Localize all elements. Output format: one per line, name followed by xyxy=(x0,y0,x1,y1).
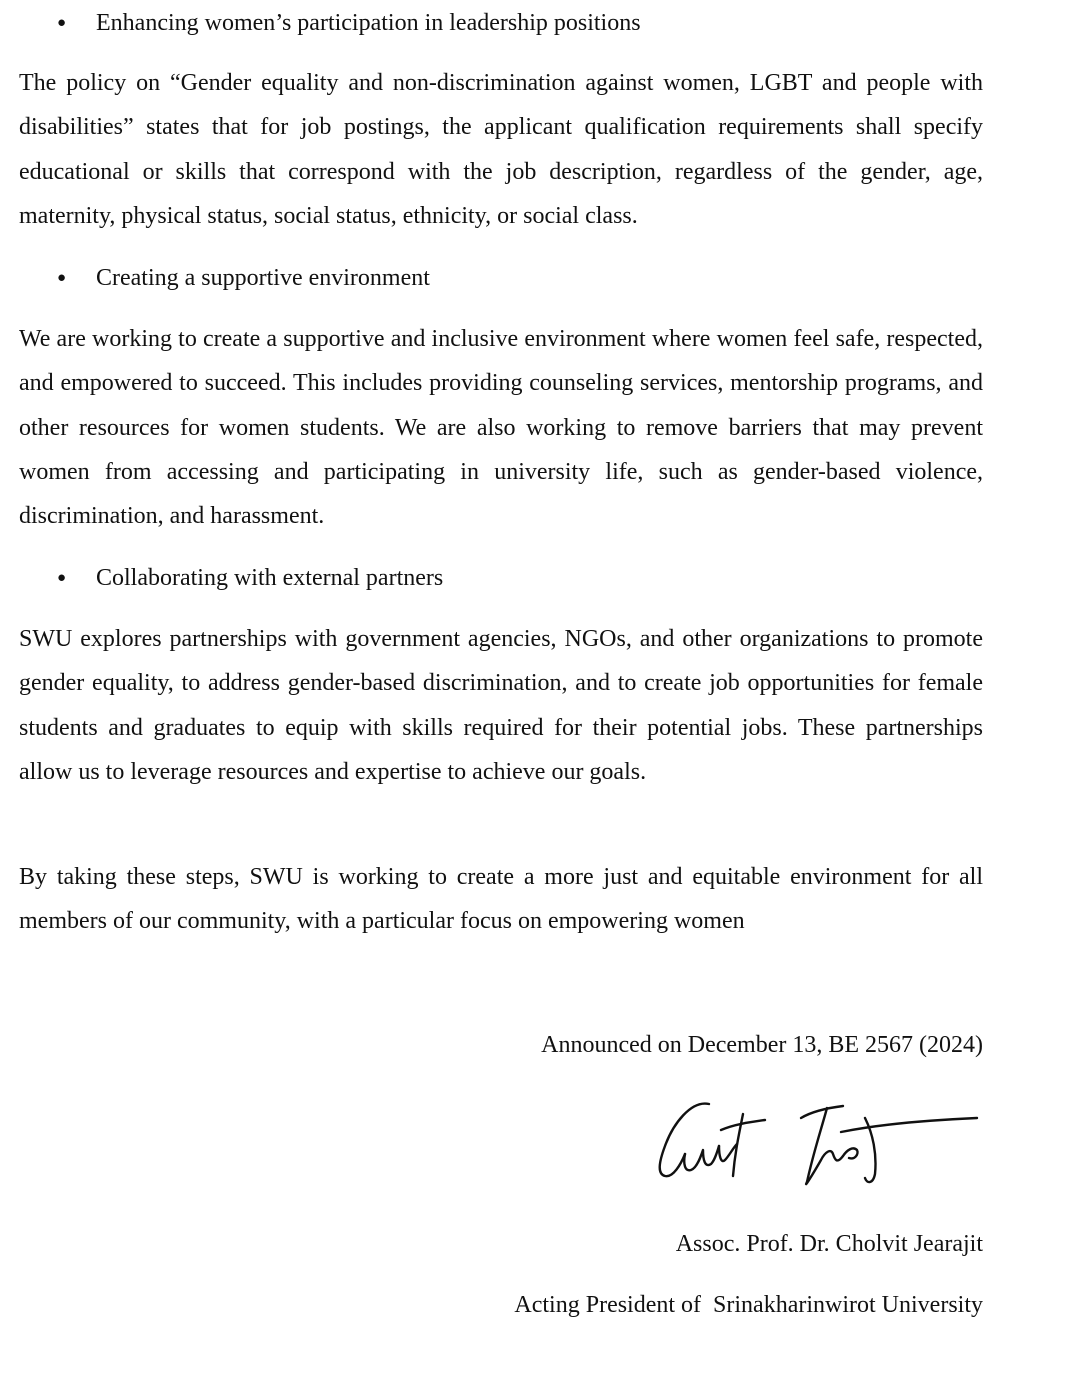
bullet-icon: ● xyxy=(57,15,67,31)
signature-image xyxy=(651,1094,981,1194)
paragraph-supportive-environment: We are working to create a supportive and inclusive environment where women feel safe, respected, and empowered to succeed. This includes providing counseling services, mentorship programs, and other resources for women students. We are also working to remove barriers that may prevent women from accessing and participating in university life, such as gender-based violence, discrimination, and harassment. xyxy=(19,326,983,530)
signer-title: Acting President of Srinakharinwirot University xyxy=(514,1292,983,1318)
bullet-text: Enhancing women’s participation in leadership positions xyxy=(96,10,641,36)
paragraph-external-partners: SWU explores partnerships with government agencies, NGOs, and other organizations to promote gender equality, to address gender-based discrimination, and to create job opportunities for female students and graduates to equip with skills required for their potential jobs. These partnerships allow us to leverage resources and expertise to achieve our goals. xyxy=(19,626,983,785)
signer-name: Assoc. Prof. Dr. Cholvit Jearajit xyxy=(675,1231,983,1257)
bullet-text: Collaborating with external partners xyxy=(96,565,444,591)
bullet-item-external-partners xyxy=(19,556,983,600)
bullet-text: Creating a supportive environment xyxy=(96,265,430,291)
bullet-icon: ● xyxy=(57,270,67,286)
paragraph-conclusion: By taking these steps, SWU is working to create a more just and equitable environment for all members of our community, with a particular focus on empowering women xyxy=(19,864,983,935)
announcement-date: Announced on December 13, BE 2567 (2024) xyxy=(541,1032,983,1058)
bullet-item-supportive-environment xyxy=(19,256,983,300)
bullet-item-leadership xyxy=(19,1,983,45)
bullet-icon: ● xyxy=(57,570,67,586)
paragraph-policy: The policy on “Gender equality and non-discrimination against women, LGBT and people with disabilities” states that for job postings, the applicant qualification requirements shall specify educational or skills that correspond with the job description, regardless of the gender, age, maternity, physical status, social status, ethnicity, or social class. xyxy=(19,70,983,229)
